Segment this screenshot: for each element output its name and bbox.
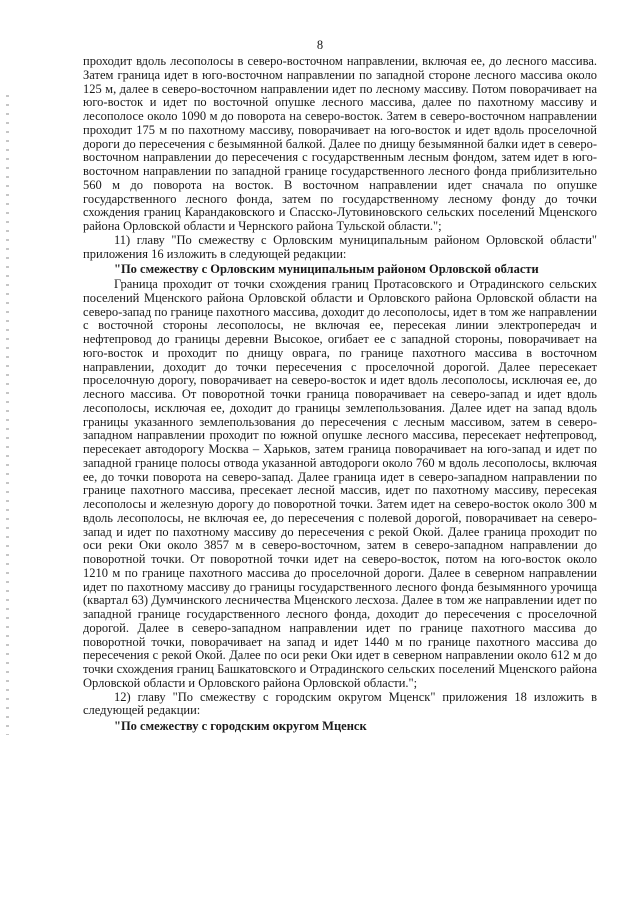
page-number: 8 (316, 38, 324, 52)
document-body (83, 55, 597, 735)
section-heading-orlovsky-district: "По смежеству с Орловским муниципальным районом Орловской области (114, 262, 539, 277)
binding-margin-marks (6, 95, 9, 735)
paragraph-item-11: 11) главу "По смежеству с Орловским муниципальным районом Орловской области" приложения 16 изложить в следующей редакции: (83, 232, 597, 261)
section-heading-mtsensk: "По смежеству с городским округом Мценск (114, 719, 367, 733)
paragraph-boundary-orlovsky-district: Граница проходит от точки схождения границ Протасовского и Отрадинского сельских поселений Мценского района Орловской области и Орловского района Орловской области на северо-запад по границе пахотного массива, доходит до лесополосы, идет в том же направлении с восточной стороны лесополосы, не включая ее, пересекая линии электропередач и нефтепровод до границы деревни Высокое, огибает ее с западной стороны, поворачивает на юго-восток и проходит по днищу оврага, по границе пахотного массива в восточном направлении, доходит до точки пересечения с проселочной дорогой. Далее пересекает проселочную дорогу, поворачивает на северо-восток и идет вдоль лесополосы, исключая ее, до лесного массива. От поворотной точки граница поворачивает на северо-запад и идет вдоль лесополосы, исключая ее, доходит до границы землепользования. Далее идет на запад вдоль границы указанного землепользования до пересечения с лесным массивом, затем в северо-западном направлении проходит по южной опушке лесного массива, пересекает нефтепровод, пересекает автодорогу Москва – Харьков, затем граница поворачивает на юго-запад и идет по западной границе полосы отвода указанной автодороги около 760 м вдоль лесополосы, включая ее, до точки поворота на северо-запад. Далее граница идет в северо-западном направлении по границе пахотного массива, пресекает лесной массив, идет по пахотному массиву, пересекая лесополосы и железную дорогу до поворотной точки. Затем идет на северо-восток около 300 м вдоль лесополосы, не включая ее, до пересечения с полевой дорогой, поворачивает на северо-запад и идет по пахотному массиву до пересечения с рекой Окой. Далее граница проходит по оси реки Оки около 3857 м в северо-восточном, затем в северо-западном направлении до поворотной точки. От поворотной точки идет на северо-восток, потом на юго-восток около 1210 м по границе пахотного массива до проселочной дороги. Далее в северном направлении идет по пахотному массиву до границы государственного лесного фонда безымянного урочища (квартал 63) Думчинского лесничества Мценского лесхоза. Далее в том же направлении идет по западной границе государственного лесного фонда, доходит до пересечения с проселочной дорогой. Далее в северо-западном направлении идет по границе пахотного массива до поворотной точки, поворачивает на запад и идет 1440 м по границе пахотного массива до пересечения с рекой Окой. Далее по оси реки Оки идет в северном направлении около 612 м до точки схождения границ Башкатовского и Отрадинского сельских поселений Мценского района Орловской области и Орловского района Орловской области."; (83, 277, 597, 690)
paragraph-item-12: 12) главу "По смежеству с городским округом Мценск" приложения 18 изложить в следующей редакции: (83, 689, 597, 718)
paragraph-boundary-continuation: проходит вдоль лесополосы в северо-восточном направлении, включая ее, до лесного массива. Затем граница идет в юго-восточном направлении по западной стороне лесного массива около 125 м, далее в северо-восточном направлении идет по лесному массиву. Потом поворачивает на юго-восток и идет по восточной опушке лесного массива, далее по пахотному массиву и лесополосе около 1090 м до поворота на северо-восток. Затем в северо-восточном направлении проходит 175 м по пахотному массиву, поворачивает на юго-восток и идет вдоль проселочной дороги до пересечения с безымянной балкой. Далее по днищу безымянной балки идет в северо-восточном направлении до пересечения с государственным лесным фондом, затем идет в юго-восточном направлении по западной границе государственного лесного фонда приблизительно 560 м до поворота на восток. В восточном направлении идет сначала по опушке государственного лесного фонда, затем по государственному лесному фонду до точки схождения границ Карандаковского и Спасско-Лутовиновского сельских поселений Мценского района Орловской области и Чернского района Тульской области."; (83, 54, 597, 233)
